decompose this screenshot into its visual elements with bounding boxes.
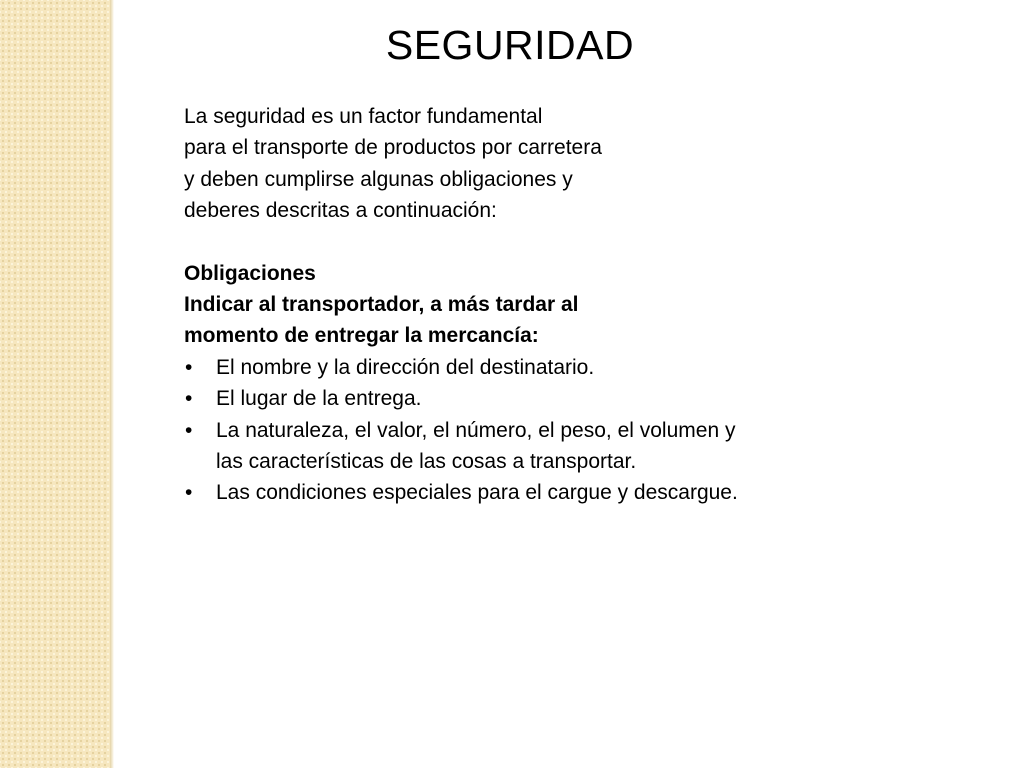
intro-line: deberes descritas a continuación: [184, 199, 497, 223]
subheading-line: momento de entregar la mercancía: [184, 324, 539, 348]
list-item-text: Las condiciones especiales para el cargue y descargue. [216, 481, 738, 505]
intro-paragraph [184, 101, 824, 227]
obligations-list [184, 352, 824, 509]
list-item-text: las características de las cosas a transportar. [216, 450, 637, 474]
intro-line: La seguridad es un factor fundamental [184, 105, 543, 128]
side-band-edge [110, 0, 114, 768]
intro-line: y deben cumplirse algunas obligaciones y [184, 167, 573, 191]
subheading-line: Indicar al transportador, a más tardar al [184, 293, 579, 317]
bullet-icon: • [185, 355, 193, 379]
list-item-text: El nombre y la dirección del destinatario. [216, 355, 595, 379]
bullet-icon: • [185, 387, 193, 411]
bullet-icon: • [185, 481, 193, 505]
bullet-icon: • [185, 418, 193, 442]
slide-body [184, 101, 824, 509]
intro-line: para el transporte de productos por carretera [184, 136, 602, 160]
decorative-side-band [0, 0, 110, 768]
list-item [184, 415, 824, 478]
paragraph-gap [184, 227, 824, 258]
subheading [184, 289, 824, 352]
list-item [184, 383, 824, 414]
section-heading: Obligaciones [184, 261, 316, 285]
slide-title: SEGURIDAD [385, 22, 635, 68]
list-item-text: El lugar de la entrega. [216, 387, 422, 411]
list-item [184, 352, 824, 383]
list-item [184, 477, 824, 508]
list-item-text: La naturaleza, el valor, el número, el peso, el volumen y [216, 418, 736, 442]
